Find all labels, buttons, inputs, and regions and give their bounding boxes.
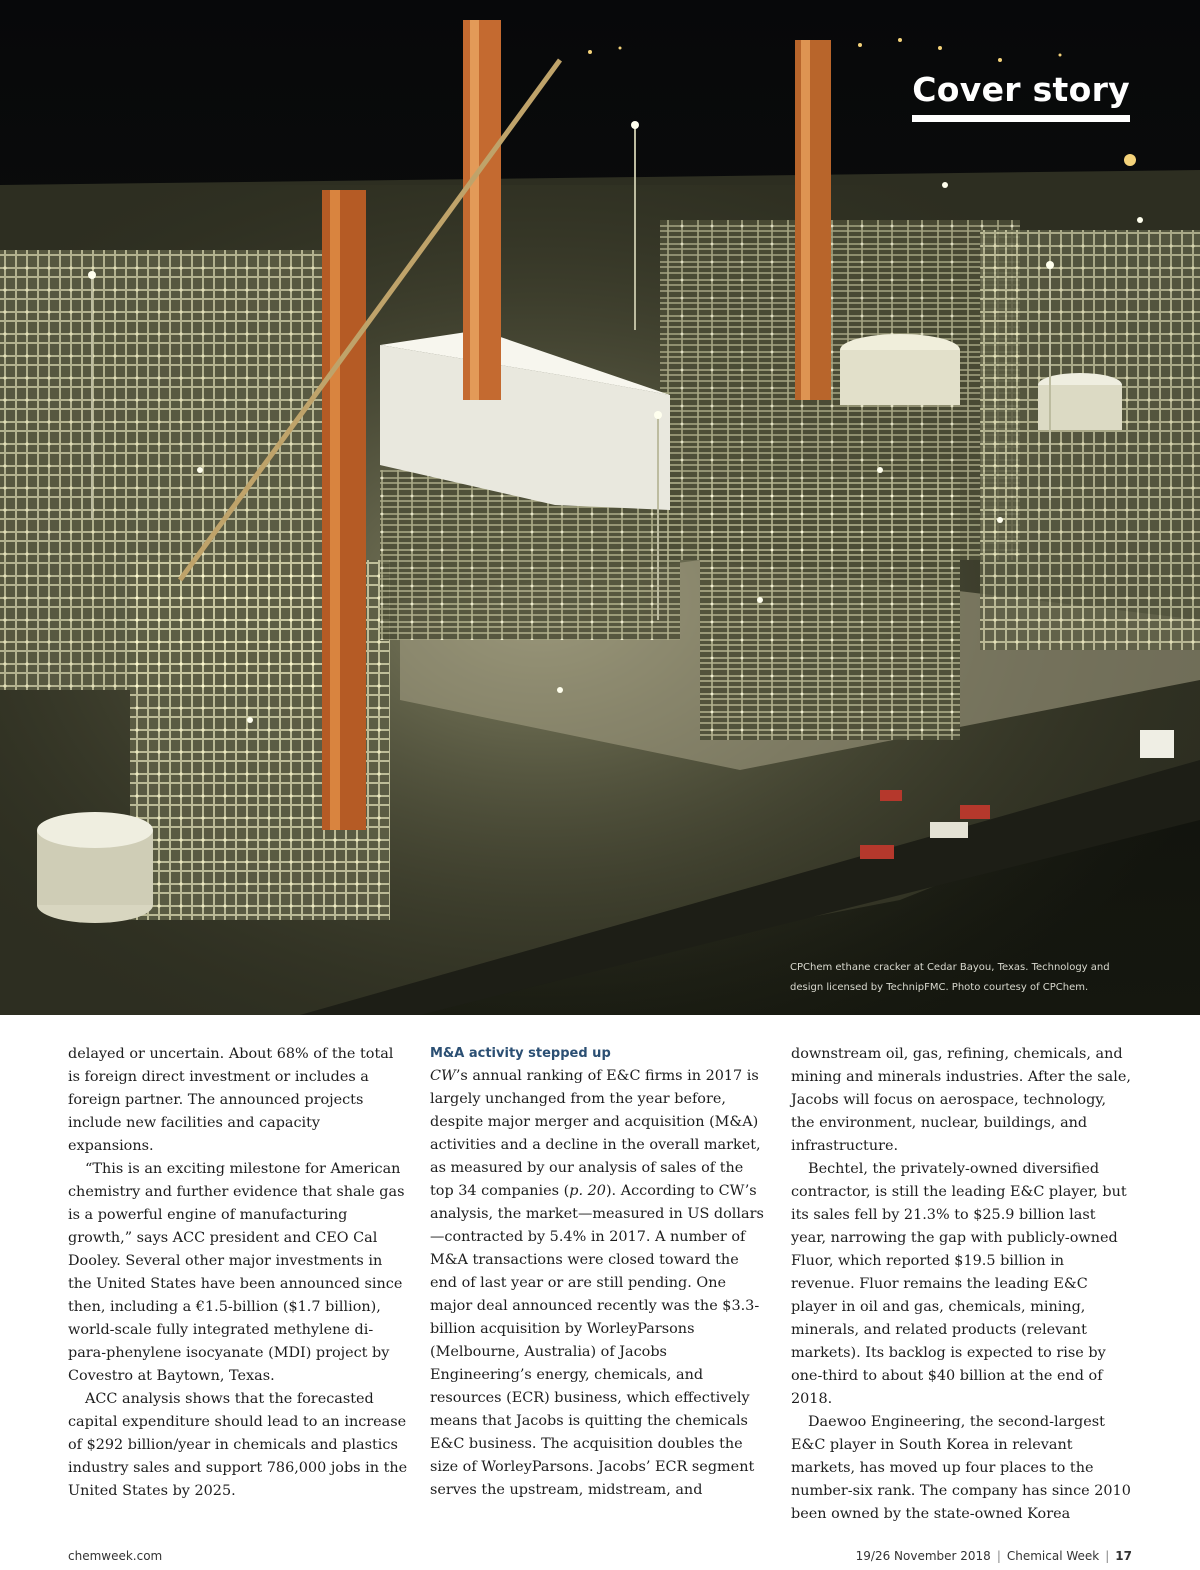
caption-line: design licensed by TechnipFMC. Photo courtesy of CPChem.	[790, 982, 1089, 993]
paragraph: downstream oil, gas, refining, chemicals, and mining and minerals industries. After the sale, Jacobs will focus on aerospace, technology, the environment, nuclear, buildings, and infrastructure.	[791, 1046, 1131, 1154]
photo-caption	[790, 958, 1140, 998]
paragraph: Daewoo Engineering, the second-largest E&C player in South Korea in relevant markets, has moved up four places to the number-six rank. The company has since 2010 been owned by the state-owned Korea	[791, 1414, 1131, 1522]
footer-separator: |	[996, 1549, 1001, 1563]
issue-date: 19/26 November 2018	[855, 1549, 991, 1563]
page-number: 17	[1115, 1549, 1132, 1563]
section-subhead: M&A activity stepped up	[430, 1046, 611, 1061]
paragraph-text: ). According to CW’s analysis, the market—measured in US dollars—contracted by 5.4% in 2017. A number of M&A transactions were closed toward the end of last year or are still pending. One major deal announced recently was the $3.3-billion acquisition by WorleyParsons (Melbourne, Australia) of Jacobs Engineering’s energy, chemicals, and resources (ECR) business, which effectively means that Jacobs is quitting the chemicals E&C business. The acquisition doubles the size of WorleyParsons. Jacobs’ ECR segment serves the upstream, midstream, and	[430, 1183, 764, 1498]
paragraph: “This is an exciting milestone for American chemistry and further evidence that shale gas is a powerful engine of manufacturing growth,” says ACC president and CEO Cal Dooley. Several other major investments in the United States have been announced since then, including a €1.5-billion ($1.7 billion), world-scale fully integrated methylene di-para-phenylene isocyanate (MDI) project by Covestro at Baytown, Texas.	[68, 1161, 405, 1384]
column-2	[430, 1043, 770, 1502]
page-reference: p. 20	[569, 1183, 606, 1199]
paragraph: ACC analysis shows that the forecasted capital expenditure should lead to an increase of $292 billion/year in chemicals and plastics industry sales and support 786,000 jobs in the United States by 2025.	[68, 1391, 408, 1499]
paragraph: Bechtel, the privately-owned diversified contractor, is still the leading E&C player, but its sales fell by 21.3% to $25.9 billion last year, narrowing the gap with publicly-owned Fluor, which reported $19.5 billion in revenue. Fluor remains the leading E&C player in oil and gas, chemicals, mining, minerals, and related products (relevant markets). Its backlog is expected to rise by one-third to about $40 billion at the end of 2018.	[791, 1161, 1127, 1407]
paragraph	[430, 1065, 770, 1502]
footer-website: chemweek.com	[68, 1549, 163, 1563]
column-3	[791, 1043, 1131, 1526]
footer-issue-info	[856, 1549, 1132, 1563]
column-1	[68, 1043, 408, 1503]
paragraph-text: ’s annual ranking of E&C firms in 2017 is largely unchanged from the year before, despite major merger and acquisition (M&A) activities and a decline in the overall market, as measured by our analysis of sales of the top 34 companies (	[430, 1068, 761, 1199]
publication-abbrev: CW	[430, 1068, 456, 1084]
publication-name: Chemical Week	[1006, 1549, 1100, 1563]
footer-separator: |	[1105, 1549, 1110, 1563]
caption-line: CPChem ethane cracker at Cedar Bayou, Texas. Technology and	[790, 962, 1110, 973]
paragraph: delayed or uncertain. About 68% of the total is foreign direct investment or includes a foreign partner. The announced projects include new facilities and capacity expansions.	[68, 1046, 394, 1154]
section-tag: Cover story	[912, 70, 1130, 122]
